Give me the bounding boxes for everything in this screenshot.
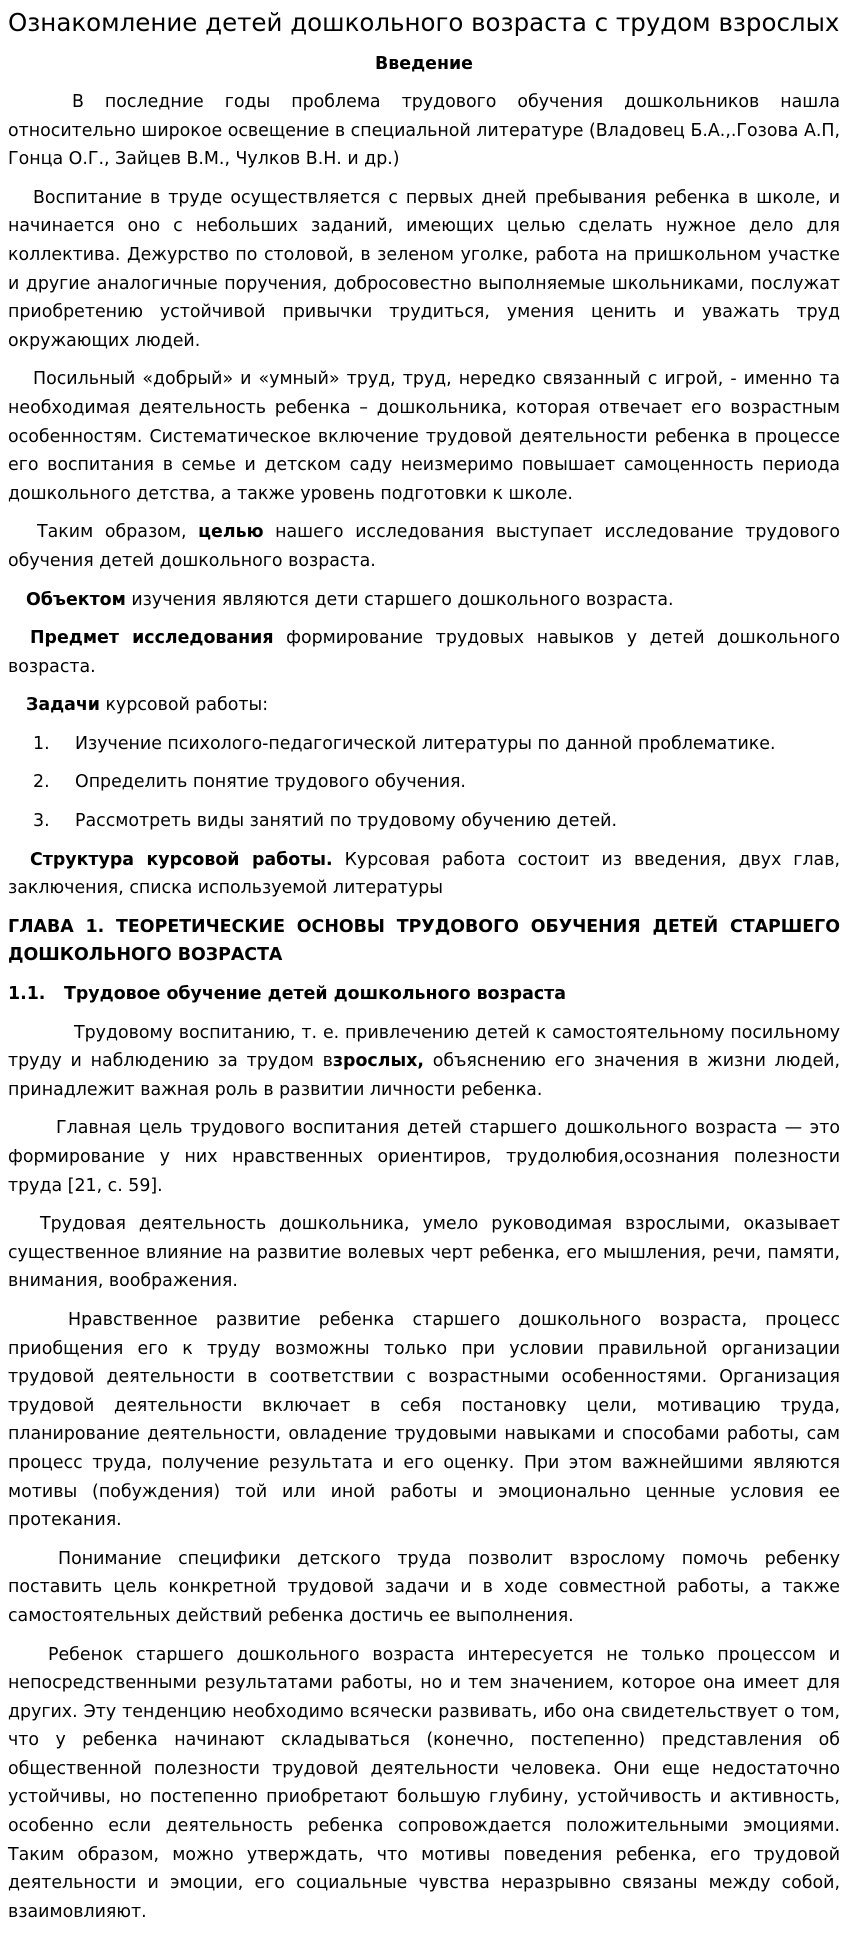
body-1-bold: зрослых,	[332, 1051, 424, 1072]
intro-paragraph-3: Посильный «добрый» и «умный» труд, труд, нередко связанный с игрой, - именно та необходимая деятельность ребенка – дошкольника, которая отвечает его возрастным особенностям. Систематическое включение трудовой деятельности ребенка в процессе его воспитания в семье и детском саду неизмеримо повышает самоценность периода дошкольного детства, а также уровень подготовки к школе.	[8, 369, 840, 504]
intro-paragraph-subject	[8, 624, 840, 681]
body-paragraph-5: Понимание специфики детского труда позволит взрослому помочь ребенку поставить цель конкретной трудовой задачи и в ходе совместной работы, а также самостоятельных действий ребенка достичь ее выполнения.	[8, 1548, 840, 1626]
task-text: Определить понятие трудового обучения.	[75, 772, 466, 793]
subject-text: формирование трудовых навыков у детей дошкольного возраста.	[8, 628, 840, 677]
intro-heading: Введение	[375, 54, 473, 74]
tasks-text: курсовой работы:	[100, 695, 269, 716]
structure-text: Курсовая работа состоит из введения, двух глав, заключения, списка используемой литературы	[8, 849, 840, 899]
goal-keyword: целью	[198, 522, 264, 543]
body-paragraph-6: Ребенок старшего дошкольного возраста интересуется не только процессом и непосредственными результатами работы, но и тем значением, которое она имеет для других. Эту тенденцию необходимо всячески развивать, ибо она свидетельствует о том, что у ребенка начинают складываться (конечно, постепенно) представления об общественной полезности трудовой деятельности человека. Они еще недостаточно устойчивы, но постепенно приобретают большую глубину, устойчивость и активность, особенно если деятельность ребенка сопровождается положительными эмоциями. Таким образом, можно утверждать, что мотивы поведения ребенка, его трудовой деятельности и эмоции, его социальные чувства неразрывно связаны между собой, взаимовлияют.	[8, 1644, 840, 1922]
goal-text-post: нашего исследования выступает исследование трудового обучения детей дошкольного возраста.	[8, 522, 841, 571]
intro-paragraph-1: В последние годы проблема трудового обучения дошкольников нашла относительно широкое освещение в специальной литературе (Владовец Б.А.,.Гозова А.П, Гонца О.Г., Зайцев В.М., Чулков В.Н. и др.)	[8, 92, 840, 170]
task-text: Изучение психолого-педагогической литературы по данной проблематике.	[75, 733, 776, 754]
section-number: 1.1.	[8, 984, 46, 1005]
task-list-item	[8, 807, 840, 836]
body-paragraph-1	[8, 1019, 840, 1105]
body-paragraph-3: Трудовая деятельность дошкольника, умело руководимая взрослыми, оказывает существенное влияние на развитие волевых черт ребенка, его мышления, речи, памяти, внимания, воображения.	[8, 1214, 840, 1292]
object-keyword: Объектом	[26, 589, 126, 610]
section-heading	[8, 980, 840, 1009]
section-title: Трудовое обучение детей дошкольного возраста	[64, 984, 566, 1005]
body-1-post: объяснению его значения в жизни людей, принадлежит важная роль в развитии личности ребенка.	[8, 1051, 840, 1100]
task-list-item	[8, 730, 840, 759]
task-number: 1.	[33, 733, 50, 754]
intro-paragraph-object	[8, 586, 840, 615]
document-title: Ознакомление детей дошкольного возраста с трудом взрослых	[8, 8, 840, 37]
body-paragraph-4: Нравственное развитие ребенка старшего дошкольного возраста, процесс приобщения его к труду возможны только при условии правильной организации трудовой деятельности в соответствии с возрастными особенностями. Организация трудовой деятельности включает в себя постановку цели, мотивацию труда, планирование деятельности, овладение трудовыми навыками и способами работы, сам процесс труда, получение результата и его оценку. При этом важнейшими являются мотивы (побуждения) той или иной работы и эмоционально ценные условия ее протекания.	[8, 1309, 840, 1531]
intro-paragraph-tasks	[8, 691, 840, 720]
body-1-pre: Трудовому воспитанию, т. е. привлечению детей к самостоятельному посильному труду и наблюдению за трудом в	[8, 1022, 840, 1072]
task-number: 2.	[33, 772, 50, 793]
task-text: Рассмотреть виды занятий по трудовому обучению детей.	[75, 811, 617, 832]
tasks-keyword: Задачи	[26, 695, 100, 716]
intro-paragraph-2: Воспитание в труде осуществляется с первых дней пребывания ребенка в школе, и начинается оно с небольших заданий, имеющих целью сделать нужное дело для коллектива. Дежурство по столовой, в зеленом уголке, работа на пришкольном участке и другие аналогичные поручения, добросовестно выполняемые школьниками, послужат приобретению устойчивой привычки трудиться, умения ценить и уважать труд окружающих людей.	[8, 187, 840, 351]
body-paragraph-2: Главная цель трудового воспитания детей старшего дошкольного возраста — это формирование у них нравственных ориентиров, трудолюбия,осознания полезности труда [21, с. 59].	[8, 1118, 840, 1196]
object-text: изучения являются дети старшего дошкольного возраста.	[125, 589, 674, 610]
intro-paragraph-structure	[8, 846, 840, 903]
structure-keyword: Структура курсовой работы.	[30, 849, 333, 870]
subject-keyword: Предмет исследования	[30, 628, 274, 649]
goal-text-pre: Таким образом,	[37, 522, 199, 543]
task-list-item	[8, 768, 840, 797]
chapter-heading: ГЛАВА 1. ТЕОРЕТИЧЕСКИЕ ОСНОВЫ ТРУДОВОГО ОБУЧЕНИЯ ДЕТЕЙ СТАРШЕГО ДОШКОЛЬНОГО ВОЗРАСТА	[8, 916, 840, 966]
intro-paragraph-goal	[8, 518, 840, 575]
task-number: 3.	[33, 811, 50, 832]
